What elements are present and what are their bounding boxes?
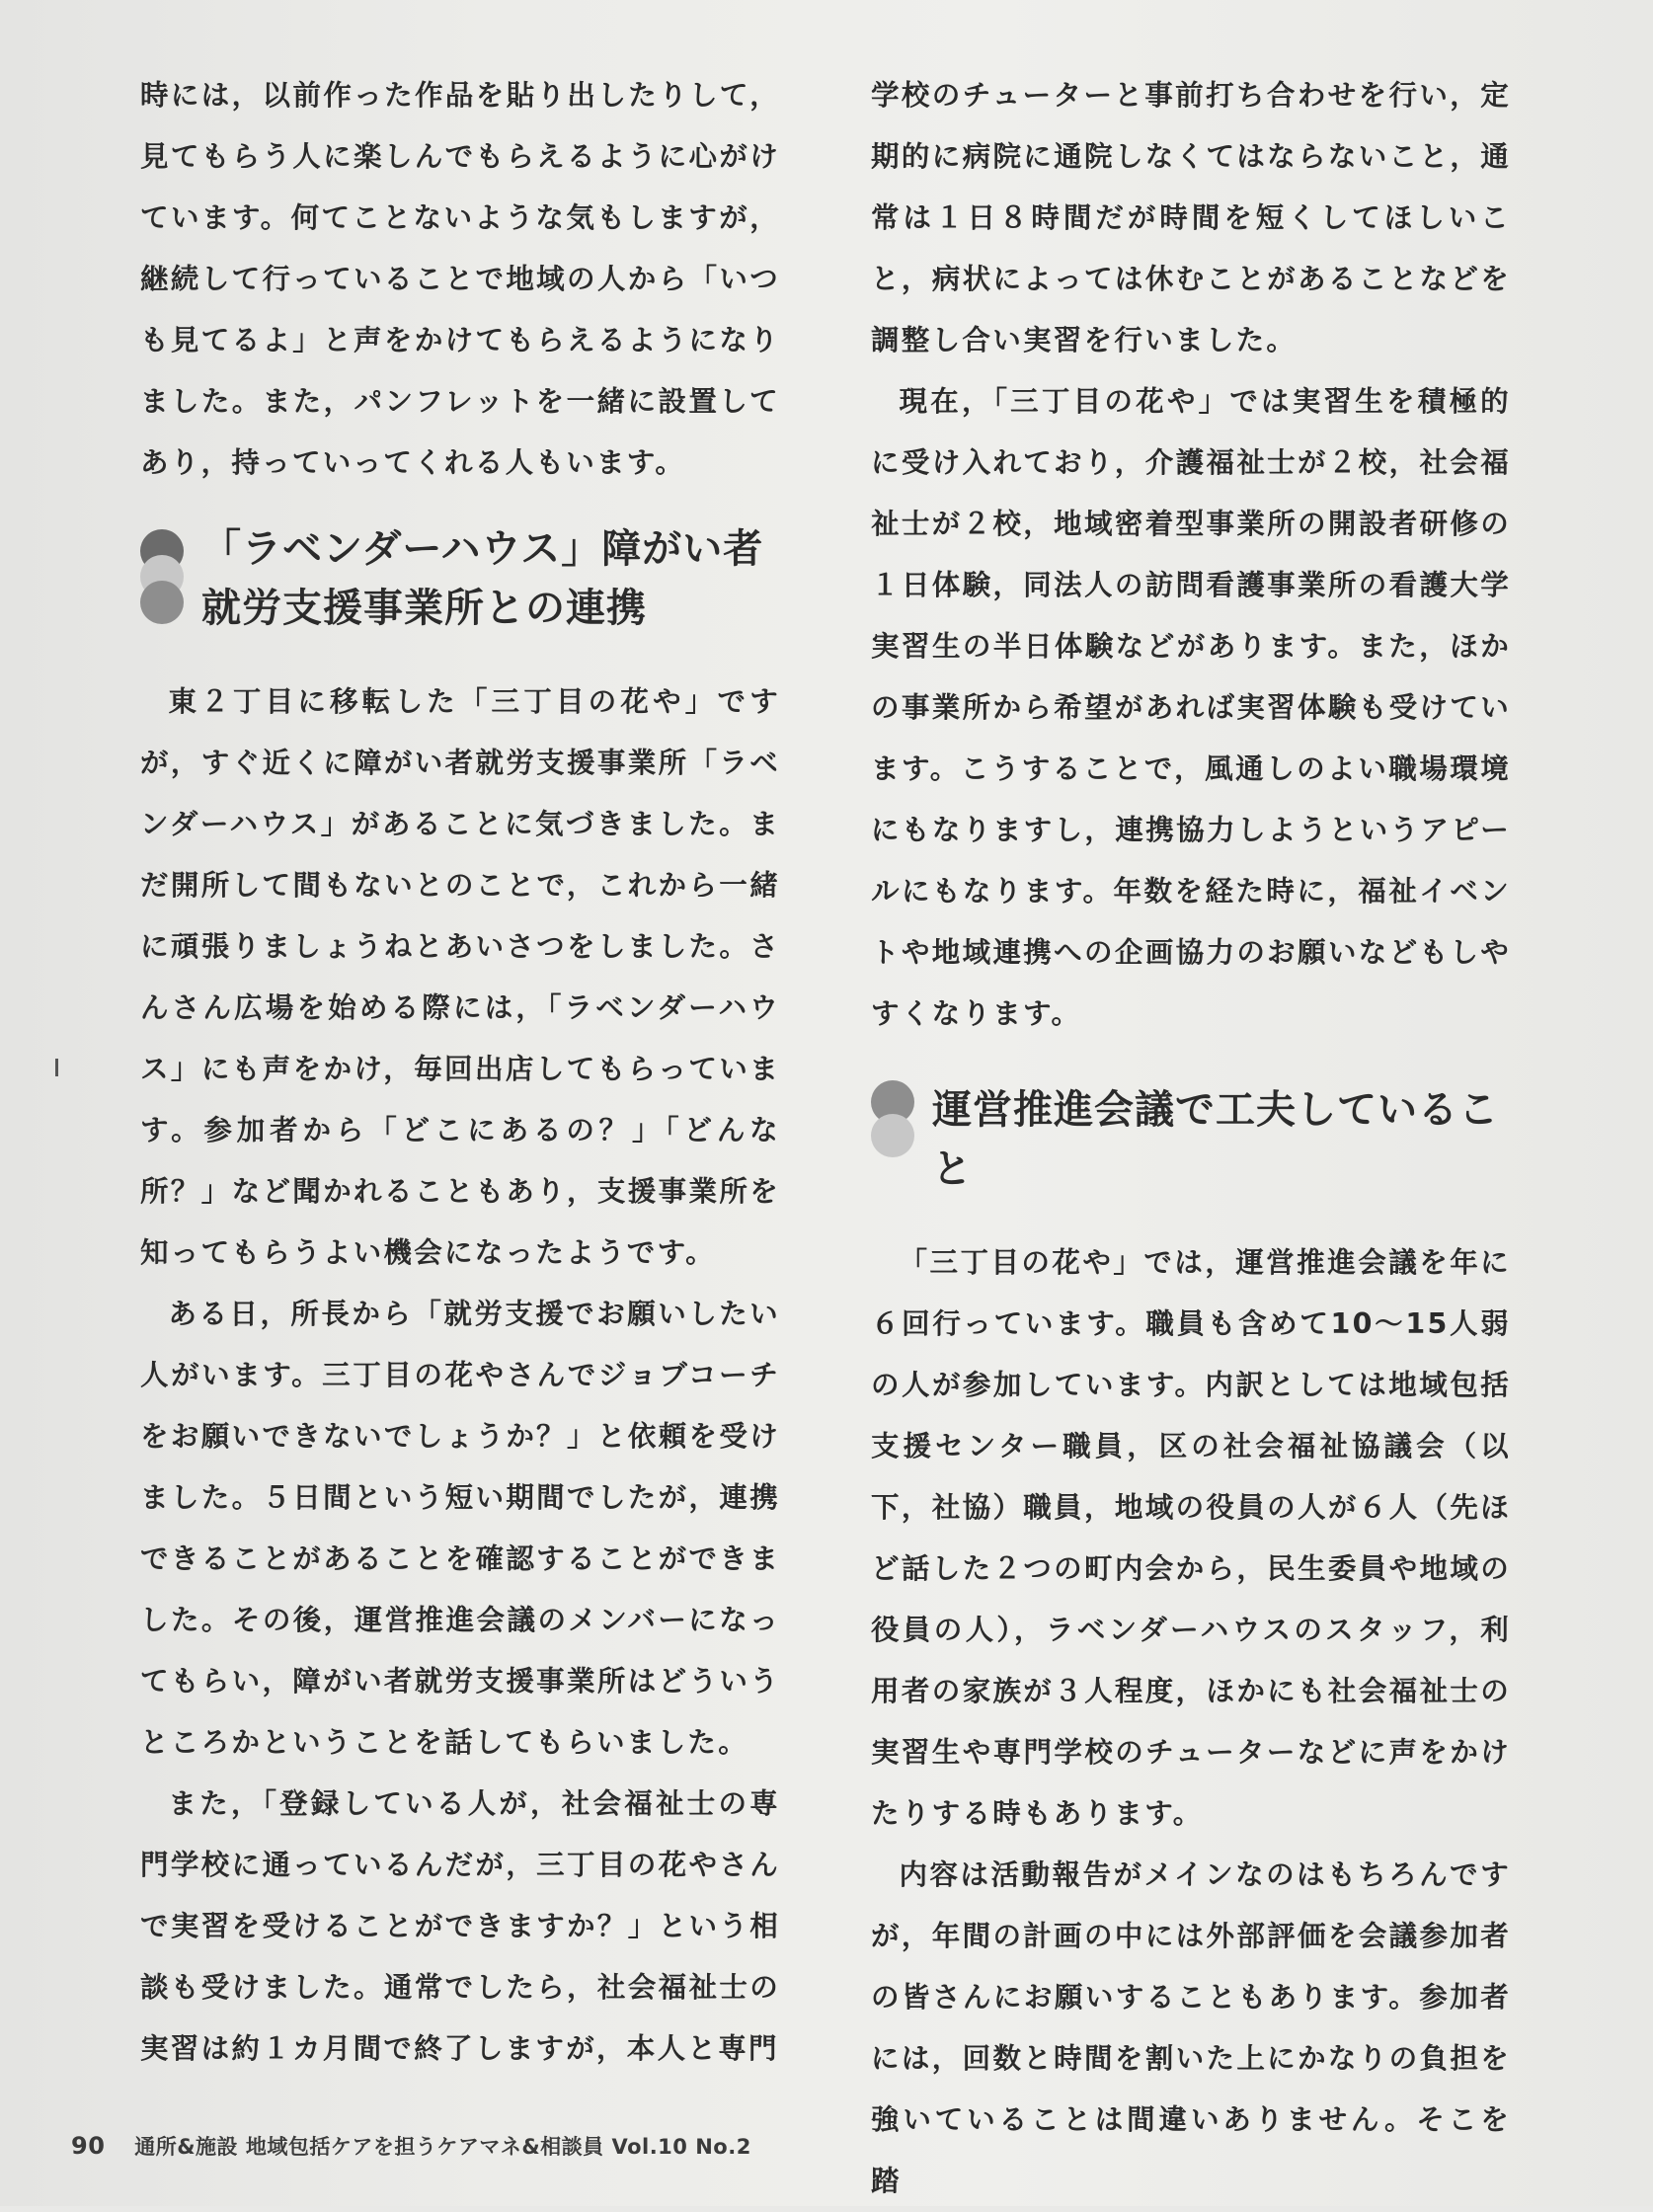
left-paragraph-4: また，「登録している人が，社会福祉士の専門学校に通っているんだが，三丁目の花やさんで実習を受けることができますか？」という相談も受けました。通常でしたら，社会福祉士の実習は約１カ月間で終了しますが，本人と専門 [140,1787,780,2065]
left-paragraph-1: 時には，以前作った作品を貼り出したりして，見てもらう人に楽しんでもらえるように心がけています。何てことないような気もしますが，継続して行っていることで地域の人から「いつも見てるよ」と声をかけてもらえるようになりました。また，パンフレットを一緒に設置してあり，持っていってくれる人もいます。 [140,79,780,479]
heading-text: 運営推進会議で工夫していること [932,1087,1499,1192]
left-paragraph-3: ある日，所長から「就労支援でお願いしたい人がいます。三丁目の花やさんでジョブコーチをお願いできないでしょうか？」と依頼を受けました。５日間という短い期間でしたが，連携できることがあることを確認することができました。その後，運営推進会議のメンバーになってもらい，障がい者就労支援事業所はどういうところかということを話してもらいました。 [140,1298,780,1759]
page-footer [71,2131,751,2161]
left-column [140,65,780,2080]
print-speck [55,1059,58,1076]
publication-title: 通所&施設 地域包括ケアを担うケアマネ&相談員 Vol.10 No.2 [134,2135,751,2159]
right-column [871,65,1511,2212]
heading-bullet-icon [140,529,188,628]
section-heading-meeting [871,1070,1511,1199]
left-paragraph-2: 東２丁目に移転した「三丁目の花や」ですが，すぐ近くに障がい者就労支援事業所「ラベンダーハウス」があることに気づきました。まだ開所して間もないとのことで，これから一緒に頑張りましょうねとあいさつをしました。さんさん広場を始める際には，「ラベンダーハウス」にも声をかけ，毎回出店してもらっています。参加者から「どこにあるの？」「どんな所？」など聞かれることもあり，支援事業所を知ってもらうよい機会になったようです。 [140,685,780,1269]
heading-line-2: 就労支援事業所との連携 [201,586,647,631]
page-number: 90 [71,2132,106,2160]
right-paragraph-1: 学校のチューターと事前打ち合わせを行い，定期的に病院に通院しなくてはならないこと，通常は１日８時間だが時間を短くしてほしいこと，病状によっては休むことがあることなどを調整し合い実習を行いました。 [871,79,1511,356]
heading-line-1: 「ラベンダーハウス」障がい者 [201,526,764,572]
section-heading-lavender-house [140,519,780,638]
right-paragraph-3: 「三丁目の花や」では，運営推進会議を年に６回行っています。職員も含めて10～15人弱の人が参加しています。内訳としては地域包括支援センター職員，区の社会福祉協議会（以下，社協）職員，地域の役員の人が６人（先ほど話した２つの町内会から，民生委員や地域の役員の人），ラベンダーハウスのスタッフ，利用者の家族が３人程度，ほかにも社会福祉士の実習生や専門学校のチューターなどに声をかけたりする時もあります。 [871,1246,1511,1830]
right-paragraph-2: 現在，「三丁目の花や」では実習生を積極的に受け入れており，介護福祉士が２校，社会福祉士が２校，地域密着型事業所の開設者研修の１日体験，同法人の訪問看護事業所の看護大学実習生の半日体験などがあります。また，ほかの事業所から希望があれば実習体験も受けています。こうすることで，風通しのよい職場環境にもなりますし，連携協力しようというアピールにもなります。年数を経た時に，福祉イベントや地域連携への企画協力のお願いなどもしやすくなります。 [871,385,1511,1030]
heading-bullet-icon [871,1080,918,1161]
right-paragraph-4: 内容は活動報告がメインなのはもちろんですが，年間の計画の中には外部評価を会議参加者の皆さんにお願いすることもあります。参加者には，回数と時間を割いた上にかなりの負担を強いていることは間違いありません。そこを踏 [871,1858,1511,2197]
